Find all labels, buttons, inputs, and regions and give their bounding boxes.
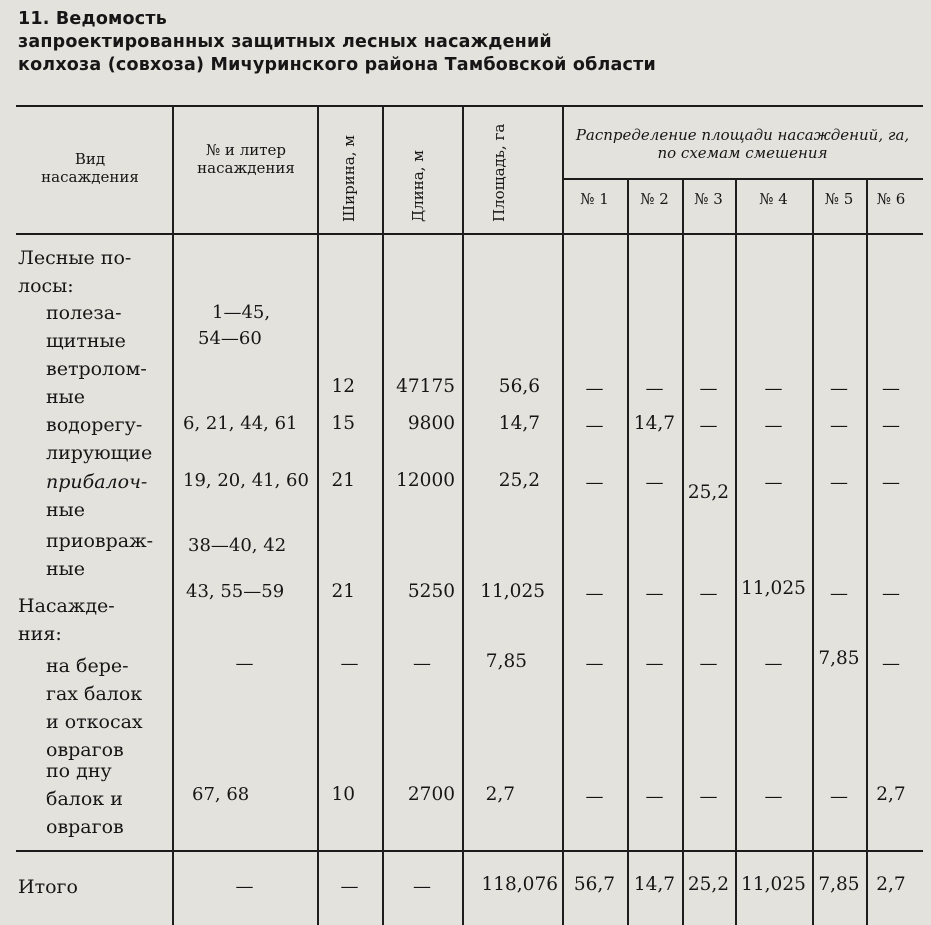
header-ploshad: Площадь, га: [490, 123, 508, 222]
polez-s3: —: [699, 378, 718, 399]
vodoreg-s2: 14,7: [633, 413, 676, 434]
itogo-nomer: —: [235, 876, 254, 897]
vodoreg-dlina: 9800: [407, 413, 455, 434]
vodoreg-s4: —: [764, 415, 783, 436]
itogo-s2: 14,7: [633, 874, 676, 895]
dno-shirina: 10: [331, 784, 355, 805]
document-title: [18, 8, 656, 77]
vodoreg-s5: —: [830, 415, 848, 436]
scheme-6-header: № 6: [876, 190, 906, 208]
polez-ploshad: 56,6: [498, 376, 540, 397]
vodoreg-nomer: 6, 21, 44, 61: [183, 413, 298, 434]
bereg-s2: —: [645, 653, 664, 674]
privr-nomer-1: 38—40, 42: [188, 535, 287, 556]
pribal-s3: 25,2: [687, 482, 730, 503]
bereg-s4: —: [764, 653, 783, 674]
pribal-s2: —: [645, 472, 664, 493]
privr-s5: —: [830, 583, 848, 604]
pribal-dlina: 12000: [396, 470, 455, 491]
scheme-2-header: № 2: [640, 190, 669, 208]
polez-s5: —: [830, 378, 848, 399]
polez-s2: —: [645, 378, 664, 399]
bereg-s3: —: [699, 653, 718, 674]
header-nomer: № и литер насаждения: [197, 141, 295, 177]
table-top-rule: [16, 105, 923, 107]
dno-nomer: 67, 68: [192, 784, 250, 805]
pribal-ploshad: 25,2: [498, 470, 540, 491]
itogo-s5: 7,85: [818, 874, 860, 895]
itogo-rule: [16, 850, 923, 852]
vodoreg-shirina: 15: [331, 413, 355, 434]
pribal-s6: —: [882, 472, 900, 493]
dno-s5: —: [830, 786, 848, 807]
polez-dlina: 47175: [396, 376, 455, 397]
vodoreg-ploshad: 14,7: [498, 413, 540, 434]
dno-s4: —: [764, 786, 783, 807]
col-rule: [172, 105, 174, 925]
bereg-s6: —: [882, 653, 900, 674]
col-rule: [812, 178, 814, 925]
privr-dlina: 5250: [407, 581, 455, 602]
itogo-ploshad: 118,076: [481, 874, 558, 895]
row-vodoreg-name: водорегу- лирующие: [46, 414, 153, 464]
pribal-s4: —: [764, 472, 783, 493]
pribal-nomer: 19, 20, 41, 60: [183, 470, 309, 491]
scheme-1-header: № 1: [580, 190, 609, 208]
bereg-shirina: —: [340, 653, 359, 674]
dno-dlina: 2700: [407, 784, 455, 805]
vodoreg-s3: —: [699, 415, 718, 436]
pribal-shirina: 21: [331, 470, 355, 491]
title-line-2: запроектированных защитных лесных насаждений: [18, 32, 552, 52]
dno-s1: —: [585, 786, 604, 807]
header-raspred: Распределение площади насаждений, га, по схемам смешения: [575, 126, 910, 162]
itogo-s1: 56,7: [573, 874, 616, 895]
dno-ploshad: 2,7: [485, 784, 515, 805]
scheme-3-header: № 3: [694, 190, 723, 208]
row-dno-name: по дну балок и оврагов: [46, 760, 124, 838]
header-vid: Вид насаждения: [41, 150, 139, 186]
scheme-subheader-rule: [562, 178, 923, 180]
privr-s4: 11,025: [741, 578, 806, 599]
title-line-3: колхоза (совхоза) Мичуринского района Тамбовской области: [18, 55, 656, 75]
privr-s3: —: [699, 583, 718, 604]
scheme-4-header: № 4: [759, 190, 788, 208]
vodoreg-s1: —: [585, 415, 604, 436]
dno-s3: —: [699, 786, 718, 807]
privr-nomer-2: 43, 55—59: [186, 581, 285, 602]
row-pribal-name: прибалоч- ные: [46, 471, 148, 521]
polez-s1: —: [585, 378, 604, 399]
bereg-ploshad: 7,85: [485, 651, 527, 672]
dno-s2: —: [645, 786, 664, 807]
title-line-1: 11. Ведомость: [18, 9, 167, 29]
col-rule: [682, 178, 684, 925]
vodoreg-s6: —: [882, 415, 900, 436]
row-polezashitnye-name: полеза- щитные ветролом- ные: [46, 302, 147, 408]
itogo-s4: 11,025: [741, 874, 806, 895]
polez-shirina: 12: [331, 376, 355, 397]
row-privr-name: приовраж- ные: [46, 530, 154, 580]
pribal-s1: —: [585, 472, 604, 493]
privr-shirina: 21: [331, 581, 355, 602]
itogo-dlina: —: [413, 876, 431, 897]
polez-nomer-1: 1—45,: [212, 302, 271, 323]
header-shirina: Ширина, м: [340, 135, 358, 222]
bereg-s5: 7,85: [818, 648, 860, 669]
scheme-5-header: № 5: [824, 190, 854, 208]
row-bereg-name: на бере- гах балок и откосах оврагов: [46, 655, 143, 761]
itogo-shirina: —: [340, 876, 359, 897]
group-nasazhdeniya: Насажде- ния:: [18, 595, 115, 645]
polez-nomer-2: 54—60: [198, 328, 262, 349]
privr-ploshad: 11,025: [480, 581, 545, 602]
privr-s1: —: [585, 583, 604, 604]
dno-s6: 2,7: [876, 784, 906, 805]
itogo-label: Итого: [18, 876, 78, 898]
privr-s6: —: [882, 583, 900, 604]
polez-s4: —: [764, 378, 783, 399]
col-rule: [866, 178, 868, 925]
bereg-nomer: —: [235, 653, 254, 674]
col-rule: [735, 178, 737, 925]
header-dlina: Длина, м: [409, 150, 427, 222]
bereg-dlina: —: [413, 653, 431, 674]
pribal-s5: —: [830, 472, 848, 493]
table-header-rule: [16, 233, 923, 235]
group-lesnye-polosy: Лесные по- лосы:: [18, 247, 132, 297]
polez-s6: —: [882, 378, 900, 399]
privr-s2: —: [645, 583, 664, 604]
bereg-s1: —: [585, 653, 604, 674]
itogo-s3: 25,2: [687, 874, 730, 895]
col-rule: [627, 178, 629, 925]
itogo-s6: 2,7: [876, 874, 906, 895]
